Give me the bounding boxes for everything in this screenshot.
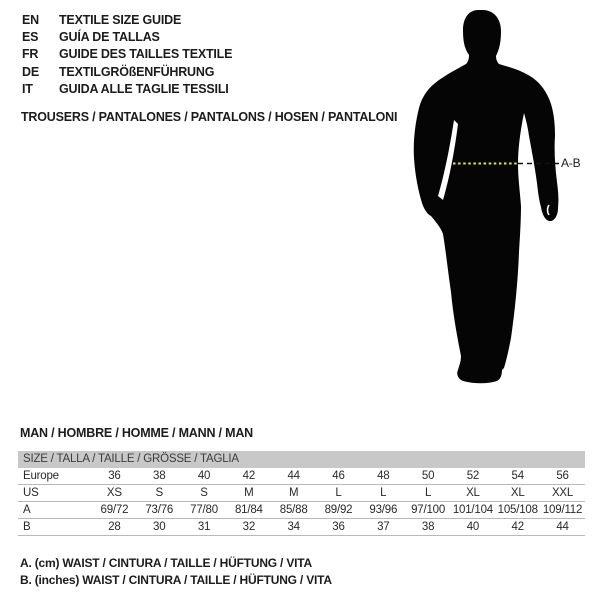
language-code: EN xyxy=(22,13,39,27)
language-text: TEXTILGRÖßENFÜHRUNG xyxy=(59,64,215,79)
size-cell: 54 xyxy=(511,470,524,482)
size-cell: 46 xyxy=(332,470,345,482)
size-cell: 73/76 xyxy=(145,504,174,516)
size-cell: 93/96 xyxy=(369,504,398,516)
size-cell: M xyxy=(288,487,299,499)
size-cell: 32 xyxy=(242,521,256,533)
language-code: IT xyxy=(22,81,33,96)
language-text: GUIDA ALLE TAGLIE TESSILI xyxy=(59,81,229,96)
measurement-label: A-B xyxy=(561,156,581,170)
size-cell: 34 xyxy=(287,521,300,533)
size-cell: S xyxy=(155,487,163,499)
size-cell: 38 xyxy=(153,470,166,482)
size-cell: XS xyxy=(106,487,122,499)
language-row xyxy=(22,12,232,29)
size-table-body xyxy=(18,468,585,536)
size-table-row xyxy=(18,519,585,536)
size-cell: 97/100 xyxy=(411,504,446,516)
man-silhouette-icon xyxy=(405,0,600,400)
size-cell: 36 xyxy=(108,470,121,482)
size-cell: 105/108 xyxy=(497,504,538,516)
size-cell: 42 xyxy=(511,521,524,533)
size-cell: L xyxy=(335,487,342,499)
size-row-label: B xyxy=(23,521,31,533)
size-cell: XXL xyxy=(551,487,574,499)
size-cell: 44 xyxy=(287,470,300,482)
size-cell: 40 xyxy=(466,521,480,533)
size-cell: 50 xyxy=(421,470,435,482)
size-cell: 77/80 xyxy=(190,504,218,516)
language-list xyxy=(22,12,232,98)
language-code: FR xyxy=(22,47,39,62)
language-text: GUÍA DE TALLAS xyxy=(59,30,160,45)
language-row xyxy=(22,46,232,63)
size-cell: 30 xyxy=(153,521,166,533)
size-cell: 28 xyxy=(108,521,121,533)
size-cell: 37 xyxy=(377,521,390,533)
size-cell: 31 xyxy=(197,521,211,533)
size-cell: 38 xyxy=(421,521,435,533)
size-cell: 42 xyxy=(242,470,256,482)
size-cell: 69/72 xyxy=(100,504,129,516)
language-text: GUIDE DES TAILLES TEXTILE xyxy=(59,47,233,62)
size-cell: 101/104 xyxy=(452,504,493,516)
size-cell: XL xyxy=(466,487,480,499)
language-text: TEXTILE SIZE GUIDE xyxy=(59,13,182,27)
footnote-a: A. (cm) WAIST / CINTURA / TAILLE / HÜFTUNG / VITA xyxy=(20,556,312,570)
language-row xyxy=(22,64,232,81)
man-body-shape xyxy=(414,10,559,383)
section-title-man: MAN / HOMBRE / HOMME / MANN / MAN xyxy=(20,426,253,440)
size-cell: 40 xyxy=(197,470,211,482)
category-title: TROUSERS / PANTALONES / PANTALONS / HOSEN / PANTALONI xyxy=(21,110,398,124)
footnotes xyxy=(20,555,332,588)
size-cell: XL xyxy=(510,487,525,499)
size-cell: L xyxy=(380,487,387,499)
size-cell: 52 xyxy=(466,470,480,482)
language-row xyxy=(22,81,232,98)
language-code: ES xyxy=(22,30,39,45)
size-table xyxy=(18,451,585,536)
size-row-label: A xyxy=(23,504,31,516)
size-table-row xyxy=(18,502,585,519)
size-cell: 85/88 xyxy=(279,504,308,516)
man-silhouette-figure xyxy=(405,0,600,400)
size-table-header: SIZE / TALLA / TAILLE / GRÖSSE / TAGLIA xyxy=(18,451,585,468)
size-cell: S xyxy=(200,487,208,499)
language-code: DE xyxy=(22,64,39,79)
footnote-b: B. (inches) WAIST / CINTURA / TAILLE / HÜFTUNG / VITA xyxy=(20,572,332,587)
size-cell: 36 xyxy=(332,521,345,533)
size-cell: 44 xyxy=(556,521,569,533)
size-row-label: US xyxy=(23,487,39,499)
size-cell: 56 xyxy=(556,470,569,482)
size-row-label: Europe xyxy=(23,470,59,482)
size-cell: 89/92 xyxy=(324,504,353,516)
size-cell: 109/112 xyxy=(542,504,583,516)
size-table-row xyxy=(18,468,585,485)
size-cell: M xyxy=(244,487,254,499)
size-cell: L xyxy=(424,487,432,499)
size-cell: 81/84 xyxy=(234,504,263,516)
size-cell: 48 xyxy=(377,470,390,482)
size-table-row xyxy=(18,485,585,502)
language-row xyxy=(22,29,232,46)
